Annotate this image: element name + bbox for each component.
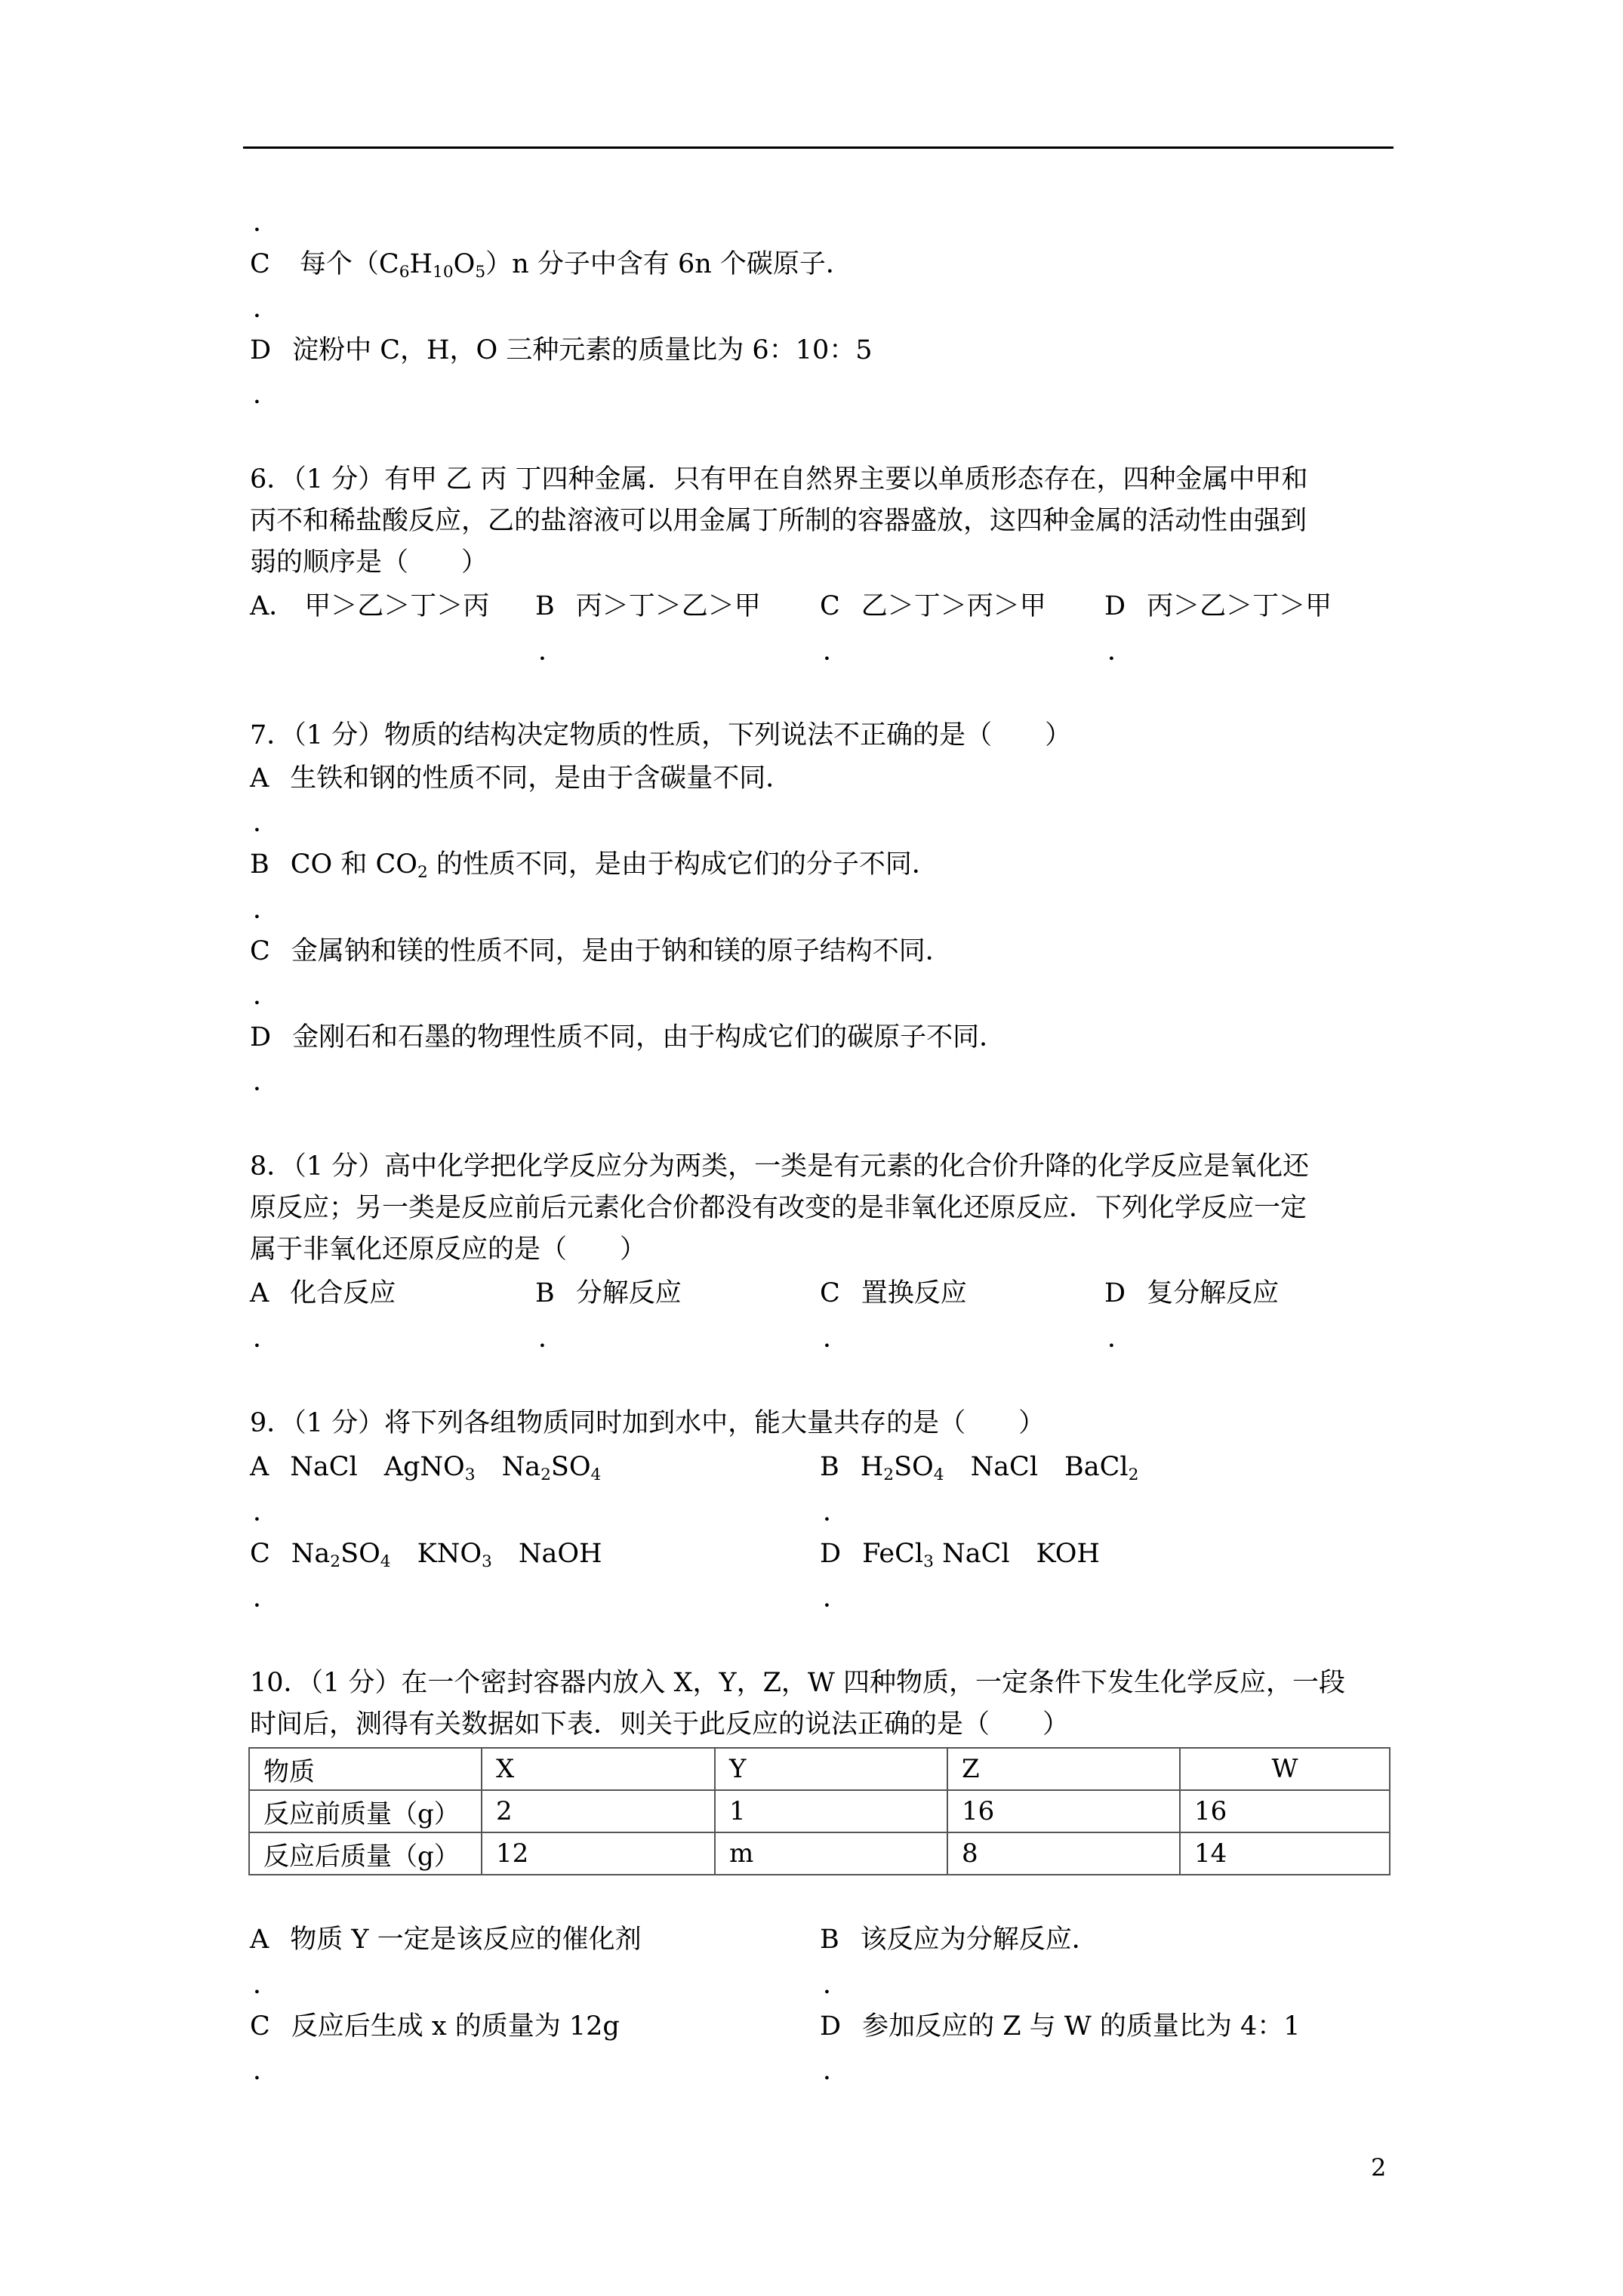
table-cell: Y — [715, 1748, 947, 1790]
table-cell: 1 — [715, 1790, 947, 1832]
q6-stem-line: 弱的顺序是（ ） — [250, 547, 488, 578]
table-cell: X — [482, 1748, 715, 1790]
table-cell: 16 — [1180, 1790, 1390, 1832]
table-cell: 2 — [482, 1790, 715, 1832]
line-dot: ． — [253, 294, 280, 324]
q10-option-c: C 反应后生成 x 的质量为 12g — [250, 2011, 620, 2042]
line-dot: ． — [1107, 636, 1135, 667]
q8-option-a: A 化合反应 — [250, 1278, 396, 1308]
table-row — [249, 1790, 1390, 1832]
table-cell: 8 — [947, 1832, 1180, 1875]
table-row — [249, 1832, 1390, 1875]
q7-option-a: A 生铁和钢的性质不同，是由于含碳量不同． — [250, 763, 793, 794]
line-dot: ． — [253, 1497, 280, 1527]
q8-option-c: C 置换反应 — [820, 1278, 967, 1308]
q10-option-b: B 该反应为分解反应． — [820, 1925, 1098, 1955]
q6-option-a: A． 甲＞乙＞丁＞丙 — [250, 591, 490, 621]
line-dot: ． — [538, 1324, 565, 1354]
q9-option-d: D FeCl$_3$ NaCl KOH — [820, 1539, 1100, 1572]
q7-option-c: C 金属钠和镁的性质不同，是由于钠和镁的原子结构不同． — [250, 936, 952, 966]
table-header-row — [249, 1748, 1390, 1790]
q9-option-b: B $H_2SO_4$ NaCl BaCl$_2$ — [820, 1452, 1139, 1485]
table-cell: Z — [947, 1748, 1180, 1790]
line-dot: ． — [253, 2056, 280, 2086]
q5-option-c: C 每个$(C_6H_{10}O_5)n$ 分子中含有 6n 个碳原子． — [250, 249, 852, 282]
line-dot: ． — [823, 2056, 850, 2086]
header-rule — [243, 146, 1394, 149]
line-dot: ． — [538, 636, 565, 667]
q6-stem-line: 6．（1 分）有甲 乙 丙 丁四种金属．只有甲在自然界主要以单质形态存在，四种金属中甲和 — [250, 464, 1308, 495]
line-dot: ． — [253, 208, 280, 238]
table-cell: m — [715, 1832, 947, 1875]
q10-option-d: D 参加反应的 Z 与 W 的质量比为 4：1 — [820, 2011, 1301, 2042]
line-dot: ． — [823, 636, 850, 667]
q6-option-c: C 乙＞丁＞丙＞甲 — [820, 591, 1046, 621]
line-dot: ． — [253, 380, 280, 410]
line-dot: ． — [253, 1067, 280, 1097]
line-dot: ． — [253, 1970, 280, 2000]
q10-option-a: A 物质 Y 一定是该反应的催化剂 — [250, 1925, 642, 1955]
q8-stem-line: 属于非氧化还原反应的是（ ） — [250, 1234, 647, 1265]
line-dot: ． — [823, 1324, 850, 1354]
q9-option-c: C $Na_2SO_4$ $KNO_3$ NaOH — [250, 1539, 602, 1572]
line-dot: ． — [823, 1497, 850, 1527]
q6-option-d: D 丙＞乙＞丁＞甲 — [1104, 591, 1332, 621]
table-cell: W — [1180, 1748, 1390, 1790]
data-table — [248, 1747, 1390, 1875]
line-dot: ． — [823, 1970, 850, 2000]
q6-stem-line: 丙不和稀盐酸反应，乙的盐溶液可以用金属丁所制的容器盛放，这四种金属的活动性由强到 — [250, 506, 1307, 536]
table-cell: 物质 — [249, 1748, 482, 1790]
q8-option-b: B 分解反应 — [535, 1278, 682, 1308]
q7-option-d: D 金刚石和石墨的物理性质不同，由于构成它们的碳原子不同． — [250, 1022, 1006, 1052]
line-dot: ． — [253, 1324, 280, 1354]
q7-option-b: B CO 和 $CO_2$ 的性质不同，是由于构成它们的分子不同． — [250, 849, 938, 883]
q10-stem-line: 时间后，测得有关数据如下表．则关于此反应的说法正确的是（ ） — [250, 1709, 1070, 1740]
q8-stem-line: 8．（1 分）高中化学把化学反应分为两类，一类是有元素的化合价升降的化学反应是氧化还 — [250, 1151, 1310, 1182]
table-cell: 14 — [1180, 1832, 1390, 1875]
line-dot: ． — [253, 895, 280, 925]
q7-stem: 7．（1 分）物质的结构决定物质的性质，下列说法不正确的是（ ） — [250, 720, 1072, 750]
table-cell: 16 — [947, 1790, 1180, 1832]
line-dot: ． — [1107, 1324, 1135, 1354]
line-dot: ． — [823, 1583, 850, 1613]
q6-option-b: B 丙＞丁＞乙＞甲 — [535, 591, 761, 621]
line-dot: ． — [253, 981, 280, 1011]
q9-option-a: A NaCl AgNO$_3$ $Na_2SO_4$ — [250, 1452, 602, 1485]
table-cell: 反应后质量（g） — [249, 1832, 482, 1875]
q8-stem-line: 原反应；另一类是反应前后元素化合价都没有改变的是非氧化还原反应．下列化学反应一定 — [250, 1193, 1307, 1223]
q9-stem: 9．（1 分）将下列各组物质同时加到水中，能大量共存的是（ ） — [250, 1408, 1046, 1438]
q10-stem-line: 10．（1 分）在一个密封容器内放入 X，Y，Z，W 四种物质，一定条件下发生化学反应，一段 — [250, 1668, 1345, 1698]
q8-option-d: D 复分解反应 — [1104, 1278, 1280, 1308]
line-dot: ． — [253, 808, 280, 838]
page-number: 2 — [1371, 2153, 1387, 2182]
table-cell: 反应前质量（g） — [249, 1790, 482, 1832]
q5-option-d: D 淀粉中 C，H，O 三种元素的质量比为 6：10：5 — [250, 335, 873, 365]
table-cell: 12 — [482, 1832, 715, 1875]
line-dot: ． — [253, 1583, 280, 1613]
